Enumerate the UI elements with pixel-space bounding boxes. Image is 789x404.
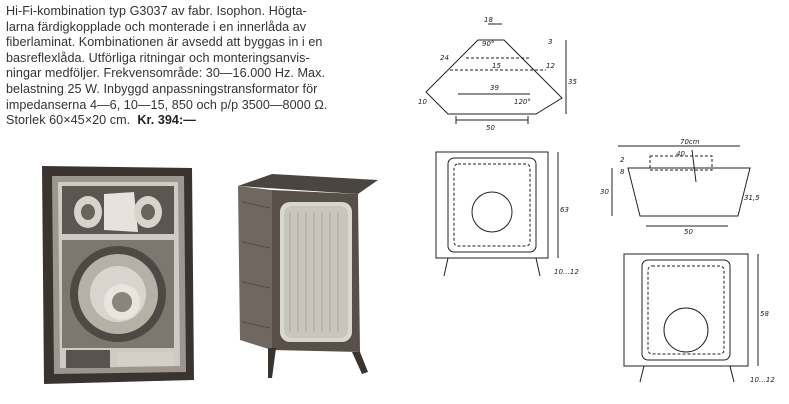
- dim-10: 10: [418, 98, 427, 106]
- dim-12: 12: [546, 62, 555, 70]
- description-line: basreflexlåda. Utförliga ritningar och monteringsanvis-: [6, 50, 310, 65]
- dim-2: 2: [620, 156, 625, 164]
- dim-50: 50: [486, 124, 495, 132]
- description-line: [6, 113, 414, 129]
- dim-24: 24: [440, 54, 449, 62]
- dim-angle-90: 90°: [482, 40, 495, 48]
- description-line: Hi-Fi-kombination typ G3037 av fabr. Isophon. Högta-: [6, 4, 307, 18]
- description-line: ningar medföljer. Frekvensområde: 30—16.000 Hz. Max.: [6, 66, 325, 81]
- top-view-drawing: [418, 10, 577, 138]
- dim-angle-120: 120°: [514, 98, 531, 106]
- dim-39: 39: [490, 84, 499, 92]
- side-view-drawing: [600, 138, 760, 238]
- description-line: larna färdigkopplade och monterade i en innerlåda av: [6, 19, 307, 34]
- open-cabinet-photo: [38, 162, 198, 388]
- size-text: Storlek 60×45×20 cm.: [6, 113, 131, 128]
- dim-10-12: 10…12: [554, 268, 579, 276]
- dim-63: 63: [560, 206, 569, 214]
- dim-31-5: 31,5: [744, 194, 760, 202]
- corner-front-drawing: [618, 250, 778, 390]
- dim-30: 30: [600, 188, 609, 196]
- description-line: fiberlaminat. Kombinationen är avsedd att byggas in i en: [6, 35, 323, 50]
- description-line: belastning 25 W. Inbyggd anpassningstransformator för: [6, 81, 318, 96]
- product-description: [6, 4, 414, 129]
- dim-10-12: 10…12: [750, 376, 775, 384]
- dim-18: 18: [484, 16, 493, 24]
- dim-40: 40: [676, 150, 685, 158]
- dim-50: 50: [684, 228, 693, 236]
- front-view-drawing: [430, 146, 579, 286]
- dim-8: 8: [620, 168, 625, 176]
- corner-cabinet-photo: [232, 172, 380, 380]
- dim-35: 35: [568, 78, 577, 86]
- dim-70cm: 70cm: [680, 138, 700, 146]
- price: Kr. 394:—: [137, 113, 196, 128]
- dim-3: 3: [548, 38, 553, 46]
- dim-15: 15: [492, 62, 501, 70]
- description-line: impedanserna 4—6, 10—15, 850 och p/p 3500—8000 Ω.: [6, 97, 328, 112]
- dim-58: 58: [760, 310, 769, 318]
